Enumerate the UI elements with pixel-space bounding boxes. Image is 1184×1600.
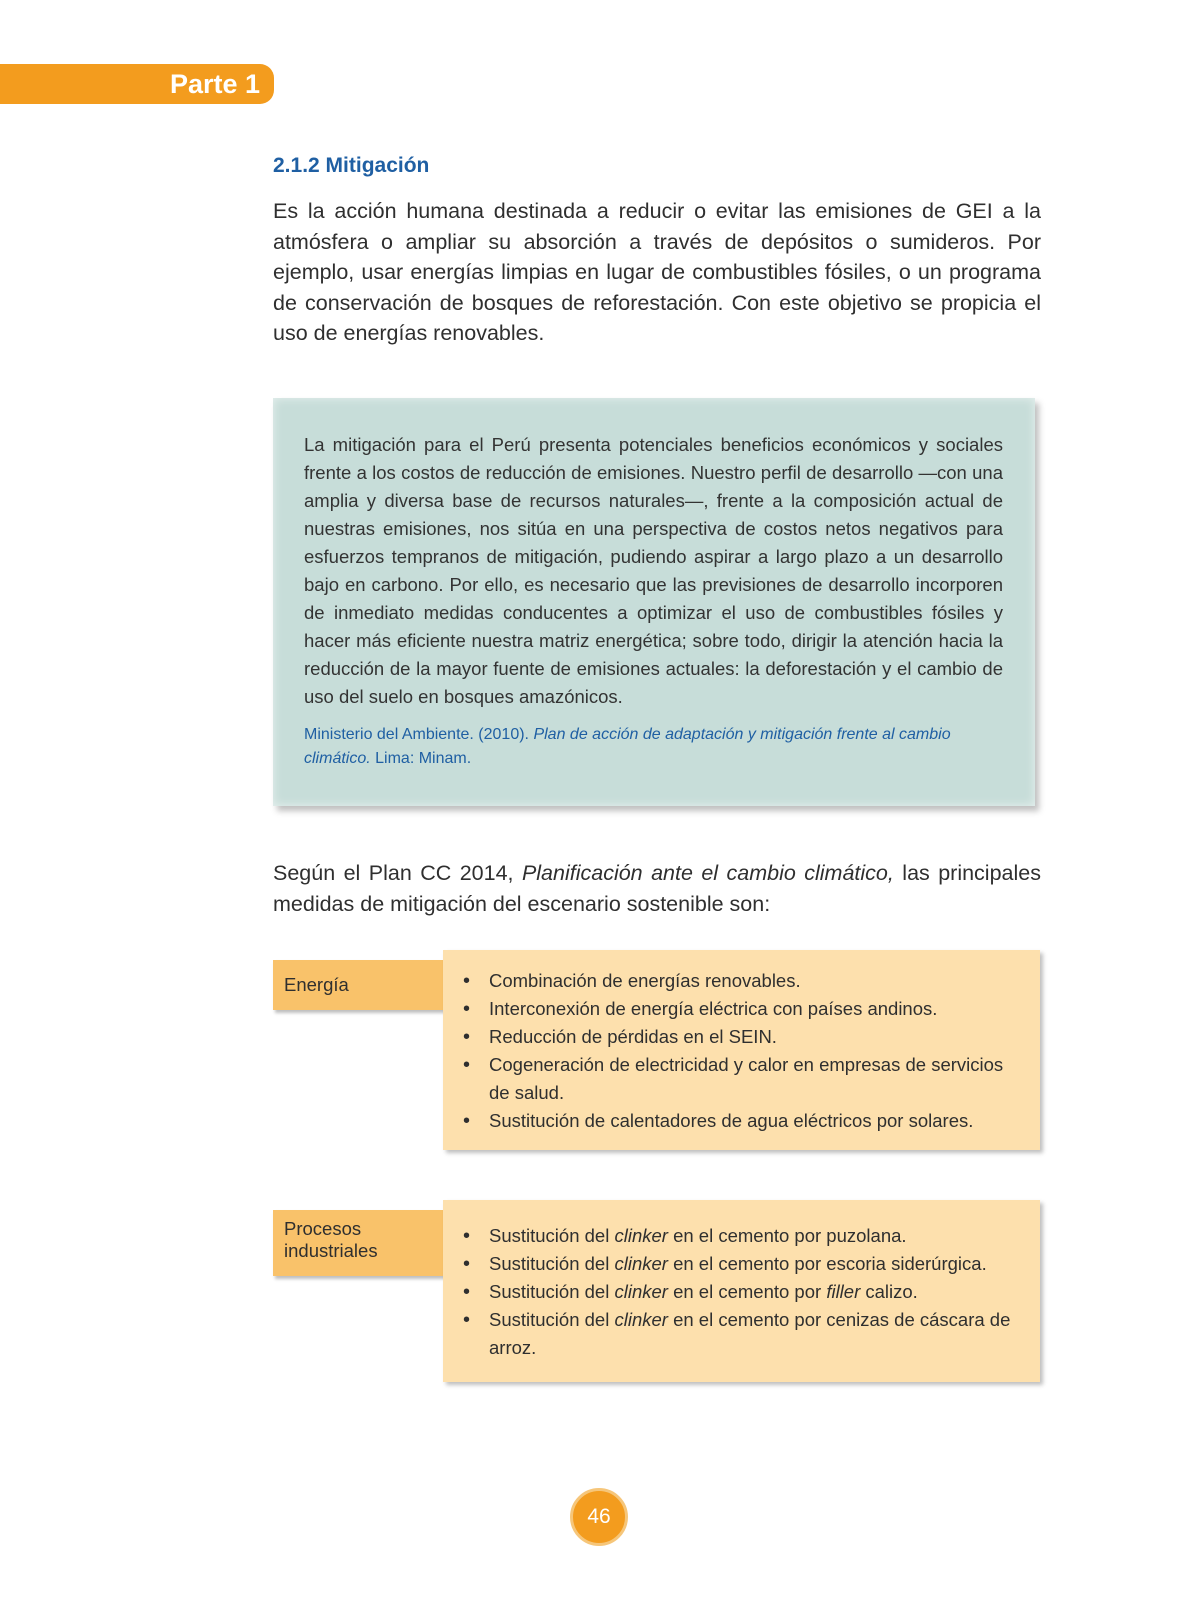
quote-text: La mitigación para el Perú presenta potenciales beneficios económicos y sociales frente a los costos de reducción de emisiones. Nuestro perfil de desarrollo —con una amplia y diversa base de recursos naturales—, frente a la composición actual de nuestras emisiones, nos sitúa en una perspectiva de costos netos negativos para esfuerzos tempranos de mitigación, pudiendo aspirar a largo plazo a un desarrollo bajo en carbono. Por ello, es necesario que las previsiones de desarrollo incorporen de inmediato medidas conducentes a optimizar el uso de combustibles fósiles y hacer más eficiente nuestra matriz energética; sobre todo, dirigir la atención hacia la reducción de la mayor fuente de emisiones actuales: la deforestación y el cambio de uso del suelo en bosques amazónicos. xyxy=(304,434,1003,707)
page-number: 46 xyxy=(570,1488,628,1546)
energy-measures-list xyxy=(461,967,1020,1135)
energy-measures-box xyxy=(443,950,1040,1150)
lead-before: Según el Plan CC 2014, xyxy=(273,861,522,885)
industrial-measures-list xyxy=(461,1222,1020,1362)
list-item: • Reducción de pérdidas en el SEIN. xyxy=(461,1023,1020,1051)
item-text: en el cemento por escoria siderúrgica. xyxy=(667,1253,987,1274)
item-term: clinker xyxy=(614,1281,668,1302)
list-item xyxy=(461,1278,1020,1306)
item-term: clinker xyxy=(614,1309,668,1330)
part-label: Parte 1 xyxy=(170,69,261,99)
item-text: Sustitución del xyxy=(489,1309,615,1330)
lead-title: Planificación ante el cambio climático, xyxy=(521,861,894,885)
item-text: Sustitución del xyxy=(489,1281,615,1302)
item-text: calizo. xyxy=(860,1281,918,1302)
lead-paragraph xyxy=(273,858,1041,919)
quote-source xyxy=(304,723,1003,771)
list-item: • Interconexión de energía eléctrica con países andinos. xyxy=(461,995,1020,1023)
intro-paragraph: Es la acción humana destinada a reducir o evitar las emisiones de GEI a la atmósfera o ampliar su absorción a través de depósitos o sumideros. Por ejemplo, usar energías limpias en lugar de combustibles fósiles, o un programa de conservación de bosques de reforestación. Con este objetivo se propicia el uso de energías renovables. xyxy=(273,199,1041,345)
list-item: • Combinación de energías renovables. xyxy=(461,967,1020,995)
source-author: Ministerio del Ambiente. (2010). xyxy=(304,726,534,743)
industrial-measures-box xyxy=(443,1200,1040,1382)
energy-label: Energía xyxy=(273,960,447,1010)
list-item xyxy=(461,1306,1020,1362)
list-item: • Sustitución de calentadores de agua eléctricos por solares. xyxy=(461,1107,1020,1135)
part-tab xyxy=(0,64,274,104)
item-text: en el cemento por cenizas de cáscara de arroz. xyxy=(489,1309,1011,1358)
source-title: Plan de acción de adaptación y mitigación frente al cambio climático. xyxy=(304,726,951,767)
quote-box xyxy=(273,398,1035,806)
item-term: clinker xyxy=(614,1225,668,1246)
item-term: filler xyxy=(826,1281,861,1302)
item-text: en el cemento por puzolana. xyxy=(667,1225,907,1246)
source-place: Lima: Minam. xyxy=(370,750,472,767)
lead-after: las principales medidas de mitigación del escenario sostenible son: xyxy=(273,861,1041,916)
item-term: clinker xyxy=(614,1253,668,1274)
list-item: • Cogeneración de electricidad y calor en empresas de servicios de salud. xyxy=(461,1051,1020,1107)
industrial-label: Procesos industriales xyxy=(273,1210,447,1276)
item-text: Sustitución del xyxy=(489,1225,615,1246)
list-item xyxy=(461,1250,1020,1278)
item-text: Sustitución del xyxy=(489,1253,615,1274)
list-item xyxy=(461,1222,1020,1250)
item-text: en el cemento por xyxy=(667,1281,827,1302)
section-title: 2.1.2 Mitigación xyxy=(273,154,430,177)
